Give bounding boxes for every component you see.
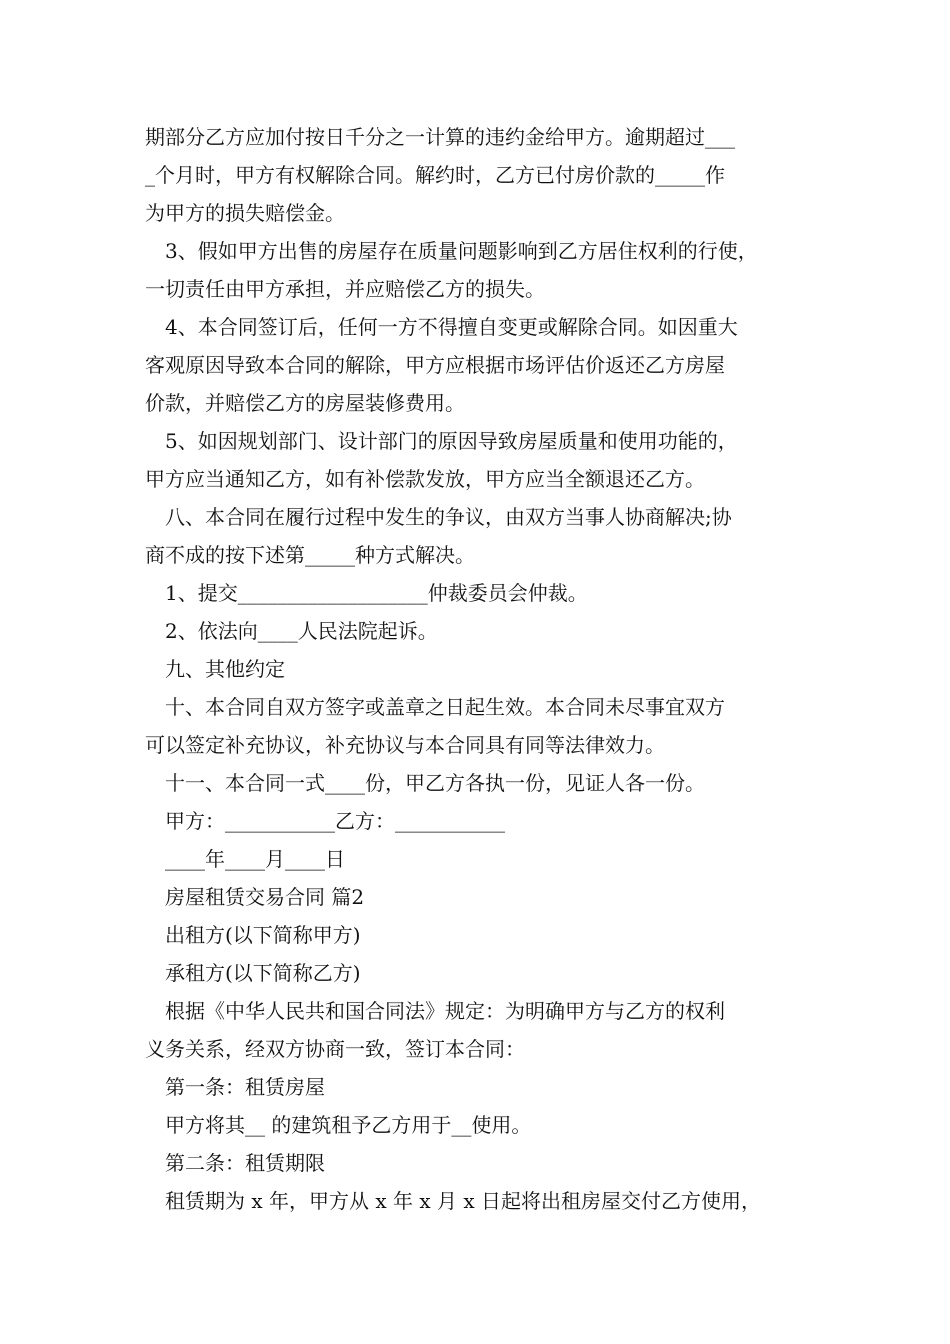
section-11: 十一、本合同一式____份，甲乙方各执一份，见证人各一份。	[165, 771, 705, 795]
text-line: 为甲方的损失赔偿金。	[145, 201, 345, 225]
dispute-option-2: 2、依法向____人民法院起诉。	[165, 619, 438, 643]
signature-line: 甲方：___________乙方：___________	[165, 809, 505, 833]
preamble: 根据《中华人民共和国合同法》规定：为明确甲方与乙方的权利	[165, 999, 725, 1023]
article-2-title: 第二条：租赁期限	[165, 1151, 325, 1175]
text-line: _个月时，甲方有权解除合同。解约时，乙方已付房价款的_____作	[145, 163, 725, 187]
date-line: ____年____月____日	[165, 847, 345, 871]
text-line: 甲方应当通知乙方，如有补偿款发放，甲方应当全额退还乙方。	[145, 467, 705, 491]
text-line: 一切责任由甲方承担，并应赔偿乙方的损失。	[145, 277, 545, 301]
contract-heading: 房屋租赁交易合同 篇2	[165, 885, 365, 909]
article-1-title: 第一条：租赁房屋	[165, 1075, 325, 1099]
text-line: 客观原因导致本合同的解除，甲方应根据市场评估价返还乙方房屋	[145, 353, 725, 377]
clause-5: 5、如因规划部门、设计部门的原因导致房屋质量和使用功能的，	[165, 429, 738, 453]
dispute-option-1: 1、提交___________________仲裁委员会仲裁。	[165, 581, 588, 605]
section-10: 十、本合同自双方签字或盖章之日起生效。本合同未尽事宜双方	[165, 695, 725, 719]
lessee-line: 承租方(以下简称乙方)	[165, 961, 361, 985]
lessor-line: 出租方(以下简称甲方)	[165, 923, 361, 947]
text-line: 义务关系，经双方协商一致，签订本合同：	[145, 1037, 525, 1061]
section-8: 八、本合同在履行过程中发生的争议，由双方当事人协商解决;协	[165, 505, 732, 529]
section-9: 九、其他约定	[165, 657, 285, 681]
article-1-text: 甲方将其__ 的建筑租予乙方用于__使用。	[165, 1113, 532, 1137]
article-2-text: 租赁期为 x 年，甲方从 x 年 x 月 x 日起将出租房屋交付乙方使用，	[165, 1189, 761, 1213]
text-line: 可以签定补充协议，补充协议与本合同具有同等法律效力。	[145, 733, 665, 757]
text-line: 商不成的按下述第_____种方式解决。	[145, 543, 475, 567]
text-line: 期部分乙方应加付按日千分之一计算的违约金给甲方。逾期超过___	[145, 125, 735, 149]
clause-4: 4、本合同签订后，任何一方不得擅自变更或解除合同。如因重大	[165, 315, 738, 339]
text-line: 价款，并赔偿乙方的房屋装修费用。	[145, 391, 465, 415]
document-body	[145, 118, 815, 1220]
clause-3: 3、假如甲方出售的房屋存在质量问题影响到乙方居住权利的行使，	[165, 239, 758, 263]
